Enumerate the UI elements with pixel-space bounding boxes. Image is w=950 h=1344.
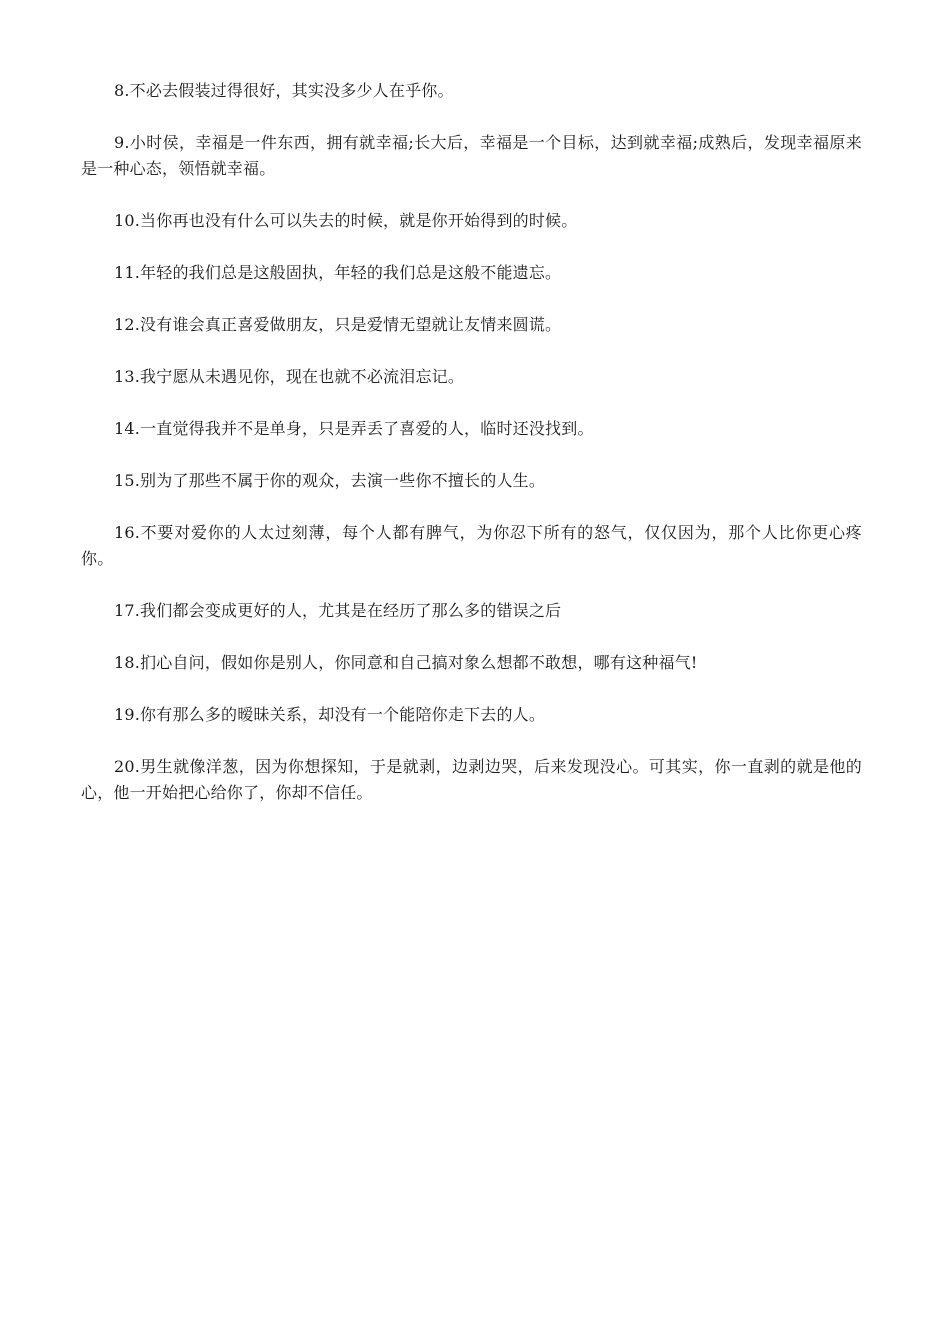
paragraph-9: 9.小时侯，幸福是一件东西，拥有就幸福;长大后，幸福是一个目标，达到就幸福;成熟后，发现幸福原来是一种心态，领悟就幸福。	[81, 133, 862, 178]
document-body	[81, 78, 862, 832]
paragraph-13: 13.我宁愿从未遇见你，现在也就不必流泪忘记。	[114, 367, 465, 386]
paragraph-17: 17.我们都会变成更好的人，尤其是在经历了那么多的错误之后	[114, 601, 562, 620]
paragraph-16: 16.不要对爱你的人太过刻薄，每个人都有脾气，为你忍下所有的怒气，仅仅因为，那个人比你更心疼你。	[81, 523, 862, 568]
paragraph-10: 10.当你再也没有什么可以失去的时候，就是你开始得到的时候。	[114, 211, 578, 230]
paragraph-14: 14.一直觉得我并不是单身，只是弄丢了喜爱的人，临时还没找到。	[114, 419, 594, 438]
paragraph-15: 15.别为了那些不属于你的观众，去演一些你不擅长的人生。	[114, 471, 546, 490]
paragraph-20: 20.男生就像洋葱，因为你想探知，于是就剥，边剥边哭，后来发现没心。可其实，你一直剥的就是他的心，他一开始把心给你了，你却不信任。	[81, 757, 862, 802]
paragraph-11: 11.年轻的我们总是这般固执，年轻的我们总是这般不能遗忘。	[114, 263, 562, 282]
paragraph-8: 8.不必去假装过得很好，其实没多少人在乎你。	[114, 81, 454, 100]
paragraph-12: 12.没有谁会真正喜爱做朋友，只是爱情无望就让友情来圆谎。	[114, 315, 562, 334]
paragraph-18: 18.扪心自问，假如你是别人，你同意和自己搞对象么想都不敢想，哪有这种福气!	[114, 653, 698, 672]
paragraph-19: 19.你有那么多的暧昧关系，却没有一个能陪你走下去的人。	[114, 705, 546, 724]
